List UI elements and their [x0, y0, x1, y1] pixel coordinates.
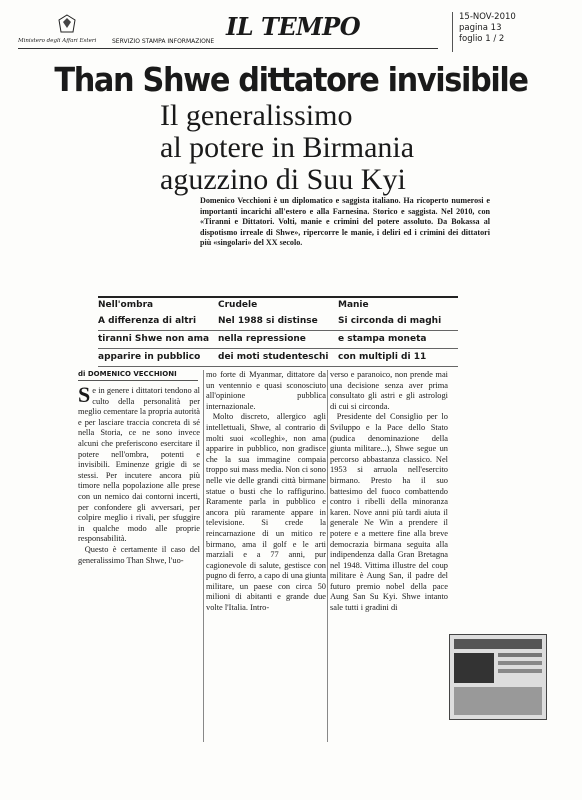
column-divider [203, 370, 204, 742]
page-thumbnail [449, 634, 547, 720]
article-paragraph: Presidente del Consiglio per lo Sviluppo e la Pace dello Stato (pudica denominazione della giunta militare...), Shwe segue un percorso abbastanza classico. Nel 1953 si arruola nell'esercito birmano. Presto ha il suo battesimo del fuoco combattendo contro i ribelli della minoranza karen. Nove anni più tardi aiuta il generale Ne Win a prendere il potere e a mettere fine alla breve democrazia birmana seguita alla indipendenza dalla Gran Bretagna nel 1948. Vittima illustre del coup militare è Aung San, il padre del futuro premio nobel della pace Aung San Su Kyi. Shwe intanto sale tutti i gradini di [330, 412, 448, 613]
thumbnail-block [498, 653, 542, 657]
byline-divider [78, 380, 198, 381]
summary-box-line: apparire in pubblico [98, 349, 218, 367]
drop-cap: S [78, 382, 91, 407]
thumbnail-block [498, 661, 542, 665]
clipping-header [0, 0, 582, 56]
clipping-meta [452, 12, 569, 52]
article-paragraph: verso e paranoico, non prende mai una decisione senza aver prima consultato gli astri e gli astrologi di cui si circonda. [330, 370, 448, 411]
service-label: SERVIZIO STAMPA INFORMAZIONE [112, 38, 215, 45]
article-headline: Than Shwe dittatore invisibile [54, 60, 528, 99]
summary-box-line: tiranni Shwe non ama [98, 331, 218, 349]
article-paragraph [78, 382, 200, 545]
summary-box-line: nella repressione [218, 331, 338, 349]
summary-box [338, 296, 458, 367]
paragraph-text: e in genere i dittatori tendono al culto della personalità per meglio cementare la propria autorità e per lasciare traccia concreta di sé nella Storia, ce ne sono invece alcuni che preferiscono esercitare il potere nell'ombra, potenti e invisibili. Eminenze grigie di se stessi. Per incutere ancora più timore nella popolazione alle prese con un nemico dai contorni incerti, per confondere gli avversari, per colpire meglio i rivali, per sfuggire in qualche modo alle proprie responsabilità. [78, 386, 200, 544]
article-column-3 [330, 370, 448, 614]
summary-box-line: con multipli di 11 [338, 349, 458, 367]
summary-box-line: Nel 1988 si distinse [218, 313, 338, 331]
header-divider [18, 48, 438, 49]
article-subhead [160, 100, 414, 196]
article-paragraph: Questo è certamente il caso del generalissimo Than Shwe, l'uo- [78, 544, 200, 565]
clipping-page: pagina 13 [459, 23, 502, 33]
newspaper-masthead: IL TEMPO [226, 12, 361, 41]
subhead-line: aguzzino di Suu Kyi [160, 163, 406, 196]
summary-box-line: Si circonda di maghi [338, 313, 458, 331]
italian-emblem-icon [58, 14, 76, 34]
article-paragraph: mo forte di Myanmar, dittatore da un ventennio e quasi sconosciuto all'opinione pubblica internazionale. [206, 370, 326, 411]
summary-box [218, 296, 338, 367]
ministry-name: Ministero degli Affari Esteri [18, 38, 97, 44]
article-intro: Domenico Vecchioni è un diplomatico e saggista italiano. Ha ricoperto numerosi e importanti incarichi all'estero e alla Farnesina. Storico e saggista. Nel 2010, con «Tiranni e Dittatori. Volti, manie e crimini del potere assoluto. Da Bokassa al dispotismo irreale di Shwe», ripercorre le manie, i deliri ed i crimini dei dittatori più «singolari» del XX secolo. [200, 196, 490, 248]
subhead-line: Il generalissimo [160, 99, 353, 132]
summary-box-title: Crudele [218, 296, 338, 310]
thumbnail-photo [454, 653, 494, 683]
summary-box-title: Manie [338, 296, 458, 310]
column-divider [327, 370, 328, 742]
thumbnail-block [454, 687, 542, 715]
thumbnail-block [498, 669, 542, 673]
summary-box [98, 296, 218, 367]
summary-box-title: Nell'ombra [98, 296, 218, 310]
article-column-2 [206, 370, 326, 614]
article-column-1 [78, 382, 200, 566]
thumbnail-block [454, 639, 542, 649]
subhead-line: al potere in Birmania [160, 131, 415, 164]
summary-box-line: A differenza di altri [98, 313, 218, 331]
clipping-sheet: foglio 1 / 2 [459, 34, 505, 44]
clipping-date: 15-NOV-2010 [459, 12, 516, 22]
article-paragraph: Molto discreto, allergico agli intellettuali, Shwe, al contrario di molti suoi «colleghi», non ama apparire in pubblico, non gradisce che la sua immagine compaia troppo sui mass media. Non ci sono nelle vie delle grandi città birmane statue o busti che lo raffigurino. Raramente parla in pubblico e ancora più raramente appare in televisione. Si crede la reincarnazione di un mitico re birmano, ama il golf e le arti marziali e a 77 anni, pur cagionevole di salute, gestisce con pugno di ferro, a capo di una giunta militare, un paese con circa 50 milioni di abitanti e grande due volte l'Italia. Intro- [206, 412, 326, 613]
summary-box-line: dei moti studenteschi [218, 349, 338, 367]
article-byline: di DOMENICO VECCHIONI [78, 370, 177, 378]
summary-box-line: e stampa moneta [338, 331, 458, 349]
